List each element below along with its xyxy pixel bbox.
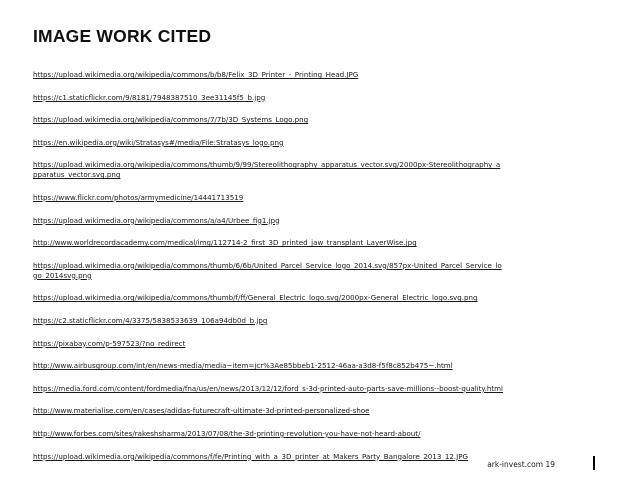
citation-link[interactable]: http://www.worldrecordacademy.com/medical/img/112714-2_first_3D_printed_jaw_transplant_LayerWise.jpg: [33, 238, 417, 248]
page-number: 19: [545, 460, 555, 469]
citation-link[interactable]: https://c2.staticflickr.com/4/3375/5838533639_106a94db0d_b.jpg: [33, 315, 268, 325]
citation-link[interactable]: https://pixabay.com/p-597523/?no_redirect: [33, 338, 186, 348]
citation-link[interactable]: https://upload.wikimedia.org/wikipedia/commons/f/fe/Printing_with_a_3D_printer_at_Makers_Party_Bangalore_2013_12.JPG: [33, 451, 469, 461]
citation-link[interactable]: https://upload.wikimedia.org/wikipedia/commons/b/b8/Felix_3D_Printer_-_Printing_Head.JPG: [33, 70, 359, 79]
citation-link[interactable]: http://www.forbes.com/sites/rakeshsharma/2013/07/08/the-3d-printing-revolution-you-have-not-heard-about/: [33, 428, 421, 438]
citation-link[interactable]: http://www.airbusgroup.com/int/en/news-media/media~item=jcr%3Ae85bbeb1-2512-46aa-a3d8-f5f8c852b475~.html: [33, 361, 453, 371]
citation-link[interactable]: https://upload.wikimedia.org/wikipedia/commons/7/7b/3D_Systems_Logo.png: [33, 115, 309, 125]
citation-link[interactable]: https://www.flickr.com/photos/armymedicine/14441713519: [33, 192, 244, 202]
citation-link[interactable]: https://c1.staticflickr.com/9/8181/7948387510_3ee31145f5_b.jpg: [33, 92, 266, 102]
citation-link[interactable]: https://media.ford.com/content/fordmedia/fna/us/en/news/2013/12/12/ford_s-3d-printed-auto-parts-save-millions--boost-quality.html: [33, 383, 504, 393]
citation-link[interactable]: https://upload.wikimedia.org/wikipedia/commons/thumb/6/6b/United_Parcel_Service_logo_2014.svg/857px-United_Parcel_Service_logo_2014svg.png: [33, 260, 502, 280]
footer-site: ark-invest.com: [487, 460, 544, 469]
citation-link[interactable]: https://upload.wikimedia.org/wikipedia/commons/a/a4/Urbee_fig1.jpg: [33, 215, 280, 225]
citation-link[interactable]: https://upload.wikimedia.org/wikipedia/commons/thumb/9/99/Stereolithography_apparatus_vector.svg/2000px-Stereolithography_apparatus_vector.svg.png: [33, 160, 501, 180]
page-title: IMAGE WORK CITED: [33, 26, 212, 46]
footer-divider: [593, 456, 595, 470]
citation-list: [33, 70, 603, 474]
slide-footer: [487, 460, 555, 469]
citation-link[interactable]: http://www.materialise.com/en/cases/adidas-futurecraft-ultimate-3d-printed-personalized-shoe: [33, 406, 370, 416]
citation-link[interactable]: https://en.wikipedia.org/wiki/Stratasys#/media/File:Stratasys_logo.png: [33, 137, 284, 147]
citation-link[interactable]: https://upload.wikimedia.org/wikipedia/commons/thumb/f/ff/General_Electric_logo.svg/2000px-General_Electric_logo.svg.png: [33, 293, 478, 303]
